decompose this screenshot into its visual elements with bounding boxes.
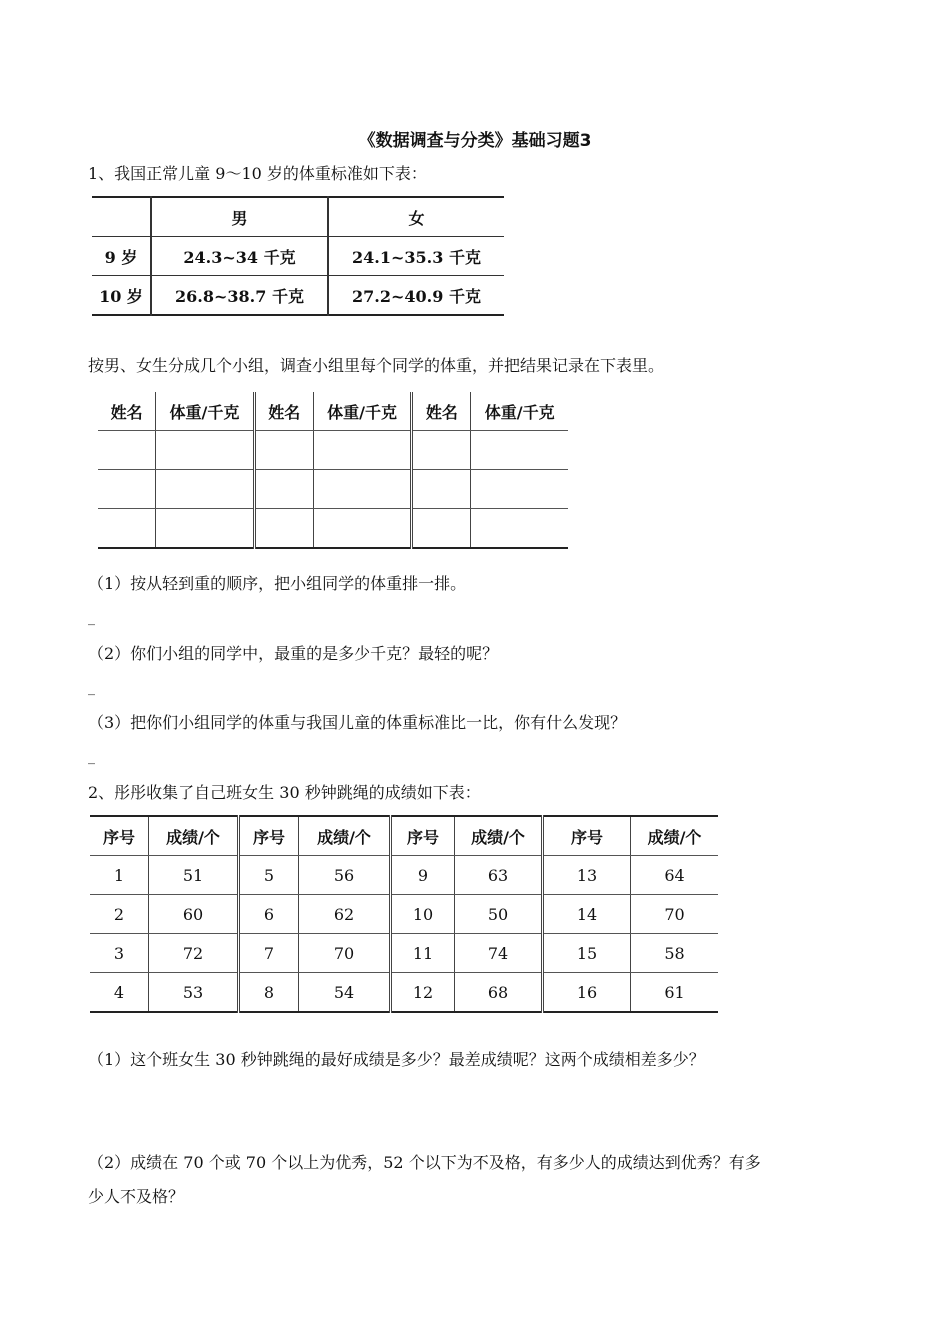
table-cell[interactable] — [412, 509, 471, 549]
table-header-cell: 姓名 — [98, 392, 156, 431]
page-title: 《数据调查与分类》基础习题3 — [358, 131, 592, 151]
table-cell[interactable] — [471, 509, 568, 549]
question-1-sub-2: （2）你们小组的同学中，最重的是多少千克？最轻的呢？ — [88, 644, 499, 663]
table-cell: 10 — [391, 895, 455, 934]
table-cell[interactable] — [156, 509, 254, 549]
table-cell: 50 — [455, 895, 543, 934]
table-cell: 54 — [299, 973, 391, 1013]
table-header-cell: 序号 — [239, 816, 299, 856]
table-cell: 14 — [543, 895, 631, 934]
table-cell: 60 — [149, 895, 239, 934]
table-cell: 9 — [391, 856, 455, 895]
table-cell[interactable] — [156, 470, 254, 509]
table-header-cell — [92, 197, 151, 237]
question-2-sub-2-line-2: 少人不及格？ — [88, 1187, 185, 1206]
table-cell[interactable] — [254, 509, 313, 549]
table-row — [98, 470, 568, 509]
table-cell: 64 — [631, 856, 719, 895]
table-cell[interactable] — [254, 470, 313, 509]
table-cell: 61 — [664, 982, 685, 1002]
table-row — [90, 973, 718, 1013]
table-cell: 8 — [239, 973, 299, 1013]
table-header-row — [92, 197, 504, 237]
table-cell: 12 — [391, 973, 455, 1013]
table-header-cell: 体重/千克 — [313, 392, 411, 431]
table-cell: 53 — [149, 973, 239, 1013]
table-header-cell: 姓名 — [254, 392, 313, 431]
question-2-intro: 2、彤彤收集了自己班女生 30 秒钟跳绳的成绩如下表： — [88, 783, 481, 802]
weight-standard-table — [92, 196, 504, 316]
table-row — [98, 431, 568, 470]
table-row — [92, 276, 504, 316]
table-cell: 27.2~40.9 千克 — [352, 286, 481, 306]
table-header-cell: 男 — [151, 197, 328, 237]
table-cell[interactable] — [98, 431, 156, 470]
table-cell: 5 — [239, 856, 299, 895]
table-header-row — [90, 816, 718, 856]
table-cell[interactable] — [254, 431, 313, 470]
question-1-sub-3: （3）把你们小组同学的体重与我国儿童的体重标准比一比，你有什么发现？ — [88, 713, 627, 732]
table-cell: 51 — [149, 856, 239, 895]
question-1-sub-1: （1）按从轻到重的顺序，把小组同学的体重排一排。 — [88, 574, 467, 593]
table-cell: 11 — [391, 934, 455, 973]
table-cell: 2 — [90, 895, 149, 934]
table-cell: 7 — [239, 934, 299, 973]
table-cell: 63 — [455, 856, 543, 895]
table-cell: 10 岁 — [92, 276, 151, 316]
question-2-sub-2-line-1: （2）成绩在 70 个或 70 个以上为优秀，52 个以下为不及格，有多少人的成绩达到优秀？有多 — [88, 1153, 761, 1172]
table-cell: 62 — [299, 895, 391, 934]
table-header-cell: 女 — [328, 197, 504, 237]
table-row — [90, 856, 718, 895]
question-1-instruction: 按男、女生分成几个小组，调查小组里每个同学的体重，并把结果记录在下表里。 — [88, 356, 665, 375]
question-1-intro: 1、我国正常儿童 9～10 岁的体重标准如下表： — [88, 164, 427, 183]
table-cell[interactable] — [471, 470, 568, 509]
table-header-cell: 成绩/个 — [455, 816, 543, 856]
table-cell: 58 — [631, 934, 719, 973]
table-cell[interactable] — [412, 470, 471, 509]
table-cell: 56 — [299, 856, 391, 895]
answer-blank[interactable]: _ — [88, 610, 95, 626]
table-cell: 13 — [543, 856, 631, 895]
answer-blank[interactable]: _ — [88, 749, 95, 765]
table-cell: 26.8~38.7 千克 — [151, 276, 328, 316]
jump-rope-score-table — [90, 815, 718, 1013]
table-cell[interactable] — [98, 509, 156, 549]
table-header-cell: 姓名 — [412, 392, 471, 431]
question-2-sub-1: （1）这个班女生 30 秒钟跳绳的最好成绩是多少？最差成绩呢？这两个成绩相差多少？ — [88, 1050, 705, 1069]
table-header-cell: 体重/千克 — [156, 392, 254, 431]
table-cell: 70 — [631, 895, 719, 934]
answer-blank[interactable]: _ — [88, 680, 95, 696]
table-cell: 70 — [299, 934, 391, 973]
table-cell: 24.3~34 千克 — [151, 237, 328, 276]
table-cell: 68 — [455, 973, 543, 1013]
table-cell[interactable] — [313, 431, 411, 470]
table-row — [98, 509, 568, 549]
table-cell[interactable] — [313, 509, 411, 549]
table-cell: 1 — [90, 856, 149, 895]
table-cell: 9 岁 — [92, 237, 151, 276]
table-cell[interactable] — [98, 470, 156, 509]
table-cell: 15 — [543, 934, 631, 973]
table-cell: 3 — [90, 934, 149, 973]
table-cell: 6 — [239, 895, 299, 934]
table-header-cell: 成绩/个 — [631, 816, 719, 856]
group-weight-record-table — [98, 392, 568, 549]
table-cell[interactable] — [156, 431, 254, 470]
table-cell: 72 — [149, 934, 239, 973]
table-row — [90, 895, 718, 934]
table-header-cell: 序号 — [543, 816, 631, 856]
table-header-cell: 序号 — [90, 816, 149, 856]
table-row — [92, 237, 504, 276]
table-cell: 4 — [90, 973, 149, 1013]
table-cell: 24.1~35.3 千克 — [328, 237, 504, 276]
table-header-cell: 体重/千克 — [471, 392, 568, 431]
table-header-row — [98, 392, 568, 431]
table-header-cell: 成绩/个 — [299, 816, 391, 856]
table-cell[interactable] — [313, 470, 411, 509]
table-header-cell: 序号 — [391, 816, 455, 856]
table-row — [90, 934, 718, 973]
table-cell: 16 — [543, 973, 631, 1013]
table-cell: 74 — [455, 934, 543, 973]
table-header-cell: 成绩/个 — [149, 816, 239, 856]
table-cell[interactable] — [412, 431, 471, 470]
table-cell[interactable] — [471, 431, 568, 470]
